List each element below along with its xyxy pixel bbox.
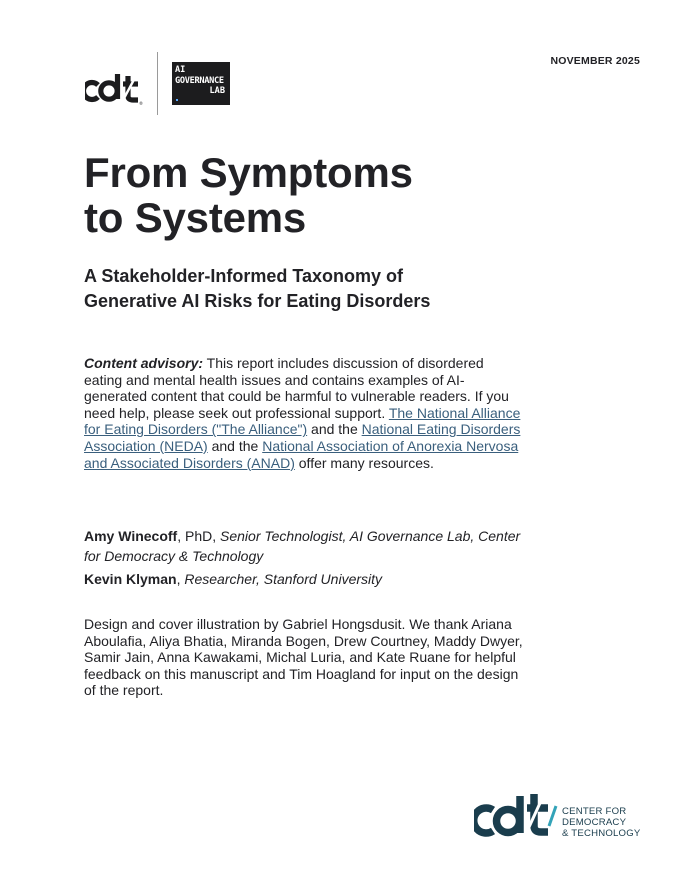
author-degree: , bbox=[176, 571, 185, 587]
author-list bbox=[84, 527, 524, 594]
subtitle-line-1: A Stakeholder-Informed Taxonomy of bbox=[84, 266, 404, 286]
org-name bbox=[562, 806, 640, 839]
advisory-body: This report includes discussion of disordered eating and mental health issues and contains examples of AI-generated content that could be harmful to vulnerable readers. If you need help, please seek out professional support. bbox=[84, 355, 509, 421]
content-advisory bbox=[84, 355, 524, 471]
footer-logo bbox=[474, 786, 644, 842]
org-name-line-3: & TECHNOLOGY bbox=[562, 828, 641, 839]
report-date: NOVEMBER 2025 bbox=[550, 55, 640, 67]
title-line-1: From Symptoms bbox=[84, 149, 413, 196]
org-name-line-2: DEMOCRACY bbox=[562, 817, 627, 828]
advisory-tail: offer many resources. bbox=[294, 454, 434, 471]
link-national-alliance[interactable]: The National Alliance for Eating Disorders ("The Alliance") bbox=[84, 404, 521, 438]
subtitle-line-2: Generative AI Risks for Eating Disorders bbox=[84, 291, 431, 311]
advisory-connector-2: and the bbox=[207, 437, 263, 454]
badge-line-1: AI bbox=[175, 65, 186, 75]
author-entry bbox=[84, 527, 524, 566]
org-name-line-1: CENTER FOR bbox=[562, 806, 627, 817]
ai-governance-lab-badge bbox=[172, 62, 230, 105]
acknowledgements: Design and cover illustration by Gabriel Hongsdusit. We thank Ariana Aboulafia, Aliya Bhatia, Miranda Bogen, Drew Courtney, Maddy Dwyer, Samir Jain, Anna Kawakami, Michal Luria, and Kate Ruane for helpful feedback on this manuscript and Tim Hoagland for input on the design of the report. bbox=[84, 616, 523, 699]
author-entry bbox=[84, 570, 524, 590]
author-name: Kevin Klyman bbox=[84, 571, 177, 587]
logo-divider bbox=[157, 52, 158, 115]
badge-dot-icon bbox=[176, 99, 178, 101]
author-role: Senior Technologist, AI Governance Lab, Center for Democracy & Technology bbox=[84, 528, 521, 564]
advisory-connector-1: and the bbox=[307, 421, 362, 438]
link-anad[interactable]: National Association of Anorexia Nervosa and Associated Disorders (ANAD) bbox=[84, 437, 519, 471]
cdt-large-logo-icon bbox=[474, 786, 558, 840]
author-degree: , PhD, bbox=[177, 528, 221, 544]
advisory-lead: Content advisory: bbox=[84, 355, 204, 371]
link-neda[interactable]: National Eating Disorders Association (NEDA) bbox=[84, 421, 521, 454]
svg-text:®: ® bbox=[139, 101, 143, 106]
cdt-logo-icon bbox=[85, 70, 147, 106]
badge-line-2: GOVERNANCE bbox=[175, 75, 224, 86]
header-logos bbox=[85, 52, 245, 116]
title-line-2: to Systems bbox=[84, 194, 307, 241]
report-subtitle bbox=[84, 264, 504, 314]
report-title bbox=[84, 150, 413, 240]
badge-line-3: LAB bbox=[209, 86, 225, 96]
author-role: Researcher, Stanford University bbox=[184, 571, 383, 587]
author-name: Amy Winecoff bbox=[84, 528, 178, 544]
